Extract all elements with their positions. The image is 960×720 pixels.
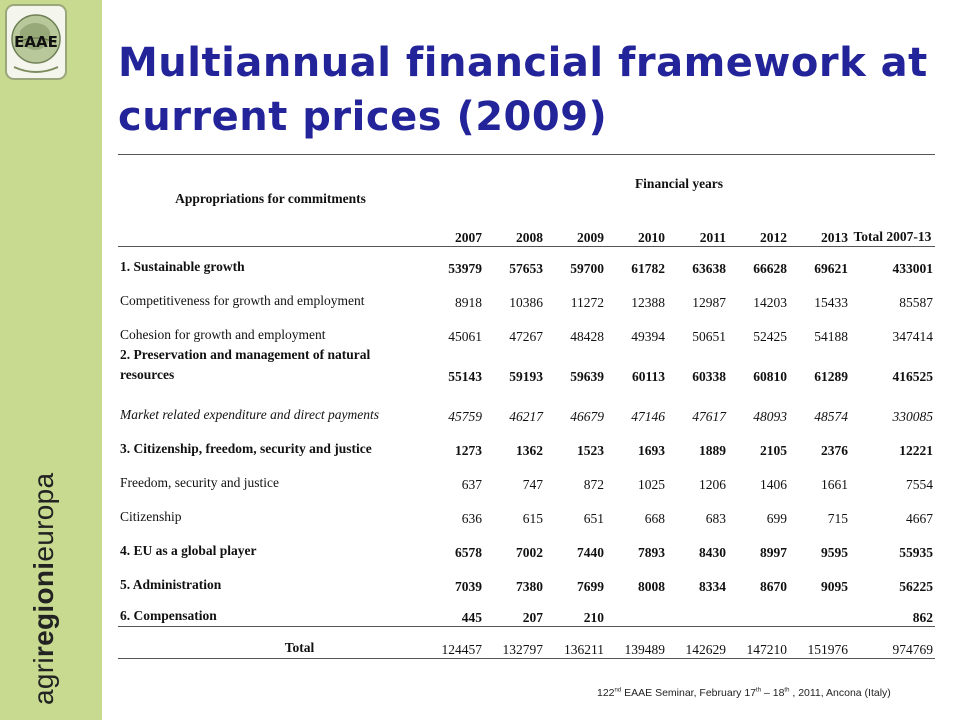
header-years-row: [118, 211, 935, 247]
cell-value: 4667: [906, 510, 933, 526]
table-row: [118, 277, 935, 311]
table-row: [118, 311, 935, 345]
total-value: 136211: [545, 627, 606, 659]
cell-value: 48428: [570, 328, 604, 344]
cell-value: 7380: [516, 578, 543, 594]
eaae-logo-icon: [4, 3, 68, 85]
row-label: Competitiveness for growth and employment: [120, 292, 365, 308]
cell-value: 55935: [899, 544, 933, 560]
cell-value: [667, 595, 728, 627]
cell-value: 57653: [509, 260, 543, 276]
cell-value: 7440: [577, 544, 604, 560]
cell-value: 7893: [638, 544, 665, 560]
cell-value: 45759: [448, 408, 482, 424]
cell-value: 53979: [448, 260, 482, 276]
header-appropriations: Appropriations for commitments: [175, 190, 366, 206]
table-row: [118, 385, 935, 425]
svg-text:EAAE: EAAE: [14, 33, 58, 51]
table-row: [118, 527, 935, 561]
cell-value: 1206: [699, 476, 726, 492]
row-label: 1. Sustainable growth: [120, 258, 245, 274]
total-row: [118, 627, 935, 659]
cell-value: 9095: [821, 578, 848, 594]
table-row: [118, 561, 935, 595]
cell-value: 1025: [638, 476, 665, 492]
total-label: Total: [118, 627, 423, 659]
cell-value: 48093: [753, 408, 787, 424]
table-row: [118, 345, 935, 385]
cell-value: 59639: [570, 368, 604, 384]
row-label: Market related expenditure and direct payments: [120, 406, 380, 422]
cell-value: 7002: [516, 544, 543, 560]
table-row: [118, 493, 935, 527]
footer-seminar-note: 122nd EAAE Seminar, February 17th – 18th , 2011, Ancona (Italy): [597, 687, 891, 699]
header-year: 2012: [728, 211, 789, 247]
cell-value: 6578: [455, 544, 482, 560]
cell-value: 55143: [448, 368, 482, 384]
cell-value: 416525: [892, 368, 933, 384]
row-label: 4. EU as a global player: [120, 542, 257, 558]
cell-value: 862: [912, 610, 933, 625]
cell-value: 1273: [455, 442, 482, 458]
table-row: [118, 459, 935, 493]
cell-value: 207: [522, 610, 543, 625]
total-value: 151976: [789, 627, 850, 659]
cell-value: 683: [705, 510, 726, 526]
cell-value: 9595: [821, 544, 848, 560]
cell-value: 47617: [692, 408, 726, 424]
cell-value: 54188: [814, 328, 848, 344]
cell-value: 60810: [753, 368, 787, 384]
header-year: 2009: [545, 211, 606, 247]
cell-value: 10386: [509, 294, 543, 310]
cell-value: 1523: [577, 442, 604, 458]
cell-value: 1362: [516, 442, 543, 458]
cell-value: 46679: [570, 408, 604, 424]
header-financial-years: Financial years: [634, 175, 724, 191]
table-row: [118, 247, 935, 277]
header-year: 2008: [484, 211, 545, 247]
cell-value: 66628: [753, 260, 787, 276]
sidebar-brand-text: agriregionieuropa: [28, 472, 59, 705]
cell-value: 45061: [448, 328, 482, 344]
table-row: [118, 595, 935, 627]
cell-value: 615: [522, 510, 543, 526]
cell-value: 56225: [899, 578, 933, 594]
cell-value: 59193: [509, 368, 543, 384]
cell-value: 715: [827, 510, 848, 526]
cell-value: 872: [583, 476, 604, 492]
cell-value: 47146: [631, 408, 665, 424]
cell-value: 61782: [631, 260, 665, 276]
cell-value: 8008: [638, 578, 665, 594]
cell-value: 12987: [692, 294, 726, 310]
row-label: 6. Compensation: [120, 608, 217, 623]
cell-value: 46217: [509, 408, 543, 424]
page-title: Multiannual financial framework at current prices (2009): [118, 40, 928, 140]
cell-value: 8997: [760, 544, 787, 560]
sidebar: [0, 0, 102, 720]
cell-value: 50651: [692, 328, 726, 344]
total-value: 139489: [606, 627, 667, 659]
cell-value: 61289: [814, 368, 848, 384]
total-value: 147210: [728, 627, 789, 659]
cell-value: 63638: [692, 260, 726, 276]
cell-value: [728, 595, 789, 627]
cell-value: 49394: [631, 328, 665, 344]
cell-value: 85587: [899, 294, 933, 310]
cell-value: 12221: [899, 442, 933, 458]
total-value: 132797: [484, 627, 545, 659]
header-year: 2013: [789, 211, 850, 247]
cell-value: 433001: [892, 260, 933, 276]
header-year: 2011: [667, 211, 728, 247]
row-label: Citizenship: [120, 508, 182, 524]
cell-value: 15433: [814, 294, 848, 310]
cell-value: 2376: [821, 442, 848, 458]
cell-value: 637: [461, 476, 482, 492]
cell-value: 1693: [638, 442, 665, 458]
table-row: [118, 425, 935, 459]
total-value: 974769: [850, 627, 935, 659]
cell-value: 2105: [760, 442, 787, 458]
cell-value: 14203: [753, 294, 787, 310]
row-label: 2. Preservation and management of natural resources: [120, 346, 371, 382]
cell-value: 668: [644, 510, 665, 526]
header-total: Total 2007-13: [850, 211, 935, 247]
cell-value: 651: [583, 510, 604, 526]
cell-value: 8918: [455, 294, 482, 310]
cell-value: 60113: [631, 368, 665, 384]
header-spacer: [118, 211, 423, 247]
cell-value: 48574: [814, 408, 848, 424]
header-year: 2007: [423, 211, 484, 247]
financial-framework-table: [118, 154, 935, 659]
cell-value: [606, 595, 667, 627]
cell-value: 347414: [892, 328, 933, 344]
row-label: Freedom, security and justice: [120, 474, 279, 490]
cell-value: 52425: [753, 328, 787, 344]
cell-value: [789, 595, 850, 627]
cell-value: 8430: [699, 544, 726, 560]
cell-value: 445: [461, 610, 482, 625]
cell-value: 636: [461, 510, 482, 526]
cell-value: 1661: [821, 476, 848, 492]
cell-value: 47267: [509, 328, 543, 344]
cell-value: 8334: [699, 578, 726, 594]
cell-value: 69621: [814, 260, 848, 276]
cell-value: 12388: [631, 294, 665, 310]
cell-value: 7699: [577, 578, 604, 594]
cell-value: 210: [583, 610, 604, 625]
cell-value: 747: [522, 476, 543, 492]
cell-value: 7554: [906, 476, 933, 492]
total-value: 124457: [423, 627, 484, 659]
cell-value: 1406: [760, 476, 787, 492]
total-value: 142629: [667, 627, 728, 659]
row-label: 3. Citizenship, freedom, security and justice: [120, 440, 372, 456]
cell-value: 330085: [892, 408, 933, 424]
cell-value: 8670: [760, 578, 787, 594]
header-year: 2010: [606, 211, 667, 247]
cell-value: 60338: [692, 368, 726, 384]
row-label: Cohesion for growth and employment: [120, 326, 326, 342]
cell-value: 1889: [699, 442, 726, 458]
cell-value: 11272: [570, 294, 604, 310]
cell-value: 7039: [455, 578, 482, 594]
row-label: 5. Administration: [120, 576, 222, 592]
table-body: [118, 247, 935, 659]
cell-value: 699: [766, 510, 787, 526]
cell-value: 59700: [570, 260, 604, 276]
